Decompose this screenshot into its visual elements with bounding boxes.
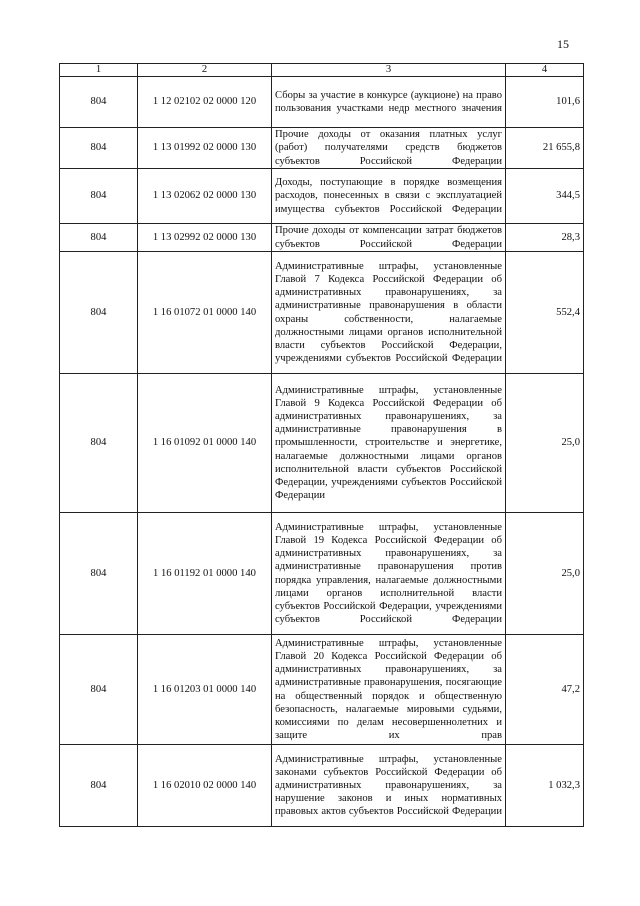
description-cell: Административные штрафы, установленные законами субъектов Российской Федерации об административных правонарушениях, за нарушение законов и иных нормативных правовых актов субъектов Российской Федерации xyxy=(272,745,506,827)
amount-cell: 25,0 xyxy=(506,374,584,513)
admin-code-cell: 804 xyxy=(60,745,138,827)
table-row xyxy=(60,77,584,128)
admin-code-cell: 804 xyxy=(60,374,138,513)
table-row xyxy=(60,252,584,374)
admin-code-cell: 804 xyxy=(60,77,138,128)
description-cell: Прочие доходы от оказания платных услуг (работ) получателями средств бюджетов субъектов Российской Федерации xyxy=(272,128,506,169)
budget-code-cell: 1 13 01992 02 0000 130 xyxy=(138,128,272,169)
header-cell: 4 xyxy=(506,64,584,77)
description-cell: Сборы за участие в конкурсе (аукционе) на право пользования участками недр местного значения xyxy=(272,77,506,128)
header-cell: 3 xyxy=(272,64,506,77)
budget-code-cell: 1 16 01092 01 0000 140 xyxy=(138,374,272,513)
table-row xyxy=(60,128,584,169)
budget-code-cell: 1 16 01203 01 0000 140 xyxy=(138,635,272,745)
budget-code-cell: 1 16 01192 01 0000 140 xyxy=(138,513,272,635)
revenue-table xyxy=(59,63,584,827)
budget-code-cell: 1 12 02102 02 0000 120 xyxy=(138,77,272,128)
budget-code-cell: 1 13 02062 02 0000 130 xyxy=(138,169,272,224)
budget-code-cell: 1 16 02010 02 0000 140 xyxy=(138,745,272,827)
table-row xyxy=(60,635,584,745)
admin-code-cell: 804 xyxy=(60,128,138,169)
description-cell: Административные штрафы, установленные Главой 20 Кодекса Российской Федерации об административных правонарушениях, за административные правонарушения, посягающие на общественный порядок и общественную безопасность, налагаемые мировыми судьями, комиссиями по делам несовершеннолетних и защите их прав xyxy=(272,635,506,745)
amount-cell: 1 032,3 xyxy=(506,745,584,827)
admin-code-cell: 804 xyxy=(60,513,138,635)
header-cell: 2 xyxy=(138,64,272,77)
table-row xyxy=(60,169,584,224)
budget-code-cell: 1 13 02992 02 0000 130 xyxy=(138,224,272,252)
table-row xyxy=(60,224,584,252)
table-row xyxy=(60,513,584,635)
admin-code-cell: 804 xyxy=(60,635,138,745)
admin-code-cell: 804 xyxy=(60,252,138,374)
header-cell: 1 xyxy=(60,64,138,77)
amount-cell: 101,6 xyxy=(506,77,584,128)
page-number: 15 xyxy=(557,37,569,51)
description-cell: Административные штрафы, установленные Главой 7 Кодекса Российской Федерации об административных правонарушениях, за административные правонарушения в области охраны собственности, налагаемые должностными лицами органов исполнительной власти субъектов Российской Федерации, учреждениями субъектов Российской Федерации xyxy=(272,252,506,374)
amount-cell: 21 655,8 xyxy=(506,128,584,169)
amount-cell: 28,3 xyxy=(506,224,584,252)
description-cell: Прочие доходы от компенсации затрат бюджетов субъектов Российской Федерации xyxy=(272,224,506,252)
admin-code-cell: 804 xyxy=(60,224,138,252)
amount-cell: 25,0 xyxy=(506,513,584,635)
table-row xyxy=(60,745,584,827)
description-cell: Административные штрафы, установленные Главой 9 Кодекса Российской Федерации об административных правонарушениях, за административные правонарушения в промышленности, строительстве и энергетике, налагаемые должностными лицами органов исполнительной власти субъектов Российской Федерации, учреждениями субъектов Российской Федерации xyxy=(272,374,506,513)
table-header-row xyxy=(60,64,584,77)
admin-code-cell: 804 xyxy=(60,169,138,224)
amount-cell: 344,5 xyxy=(506,169,584,224)
description-cell: Административные штрафы, установленные Главой 19 Кодекса Российской Федерации об административных правонарушениях, за административные правонарушения против порядка управления, налагаемые должностными лицами органов исполнительной власти субъектов Российской Федерации, учреждениями субъектов Российской Федерации xyxy=(272,513,506,635)
budget-code-cell: 1 16 01072 01 0000 140 xyxy=(138,252,272,374)
amount-cell: 552,4 xyxy=(506,252,584,374)
amount-cell: 47,2 xyxy=(506,635,584,745)
table-row xyxy=(60,374,584,513)
description-cell: Доходы, поступающие в порядке возмещения расходов, понесенных в связи с эксплуатацией имущества субъектов Российской Федерации xyxy=(272,169,506,224)
